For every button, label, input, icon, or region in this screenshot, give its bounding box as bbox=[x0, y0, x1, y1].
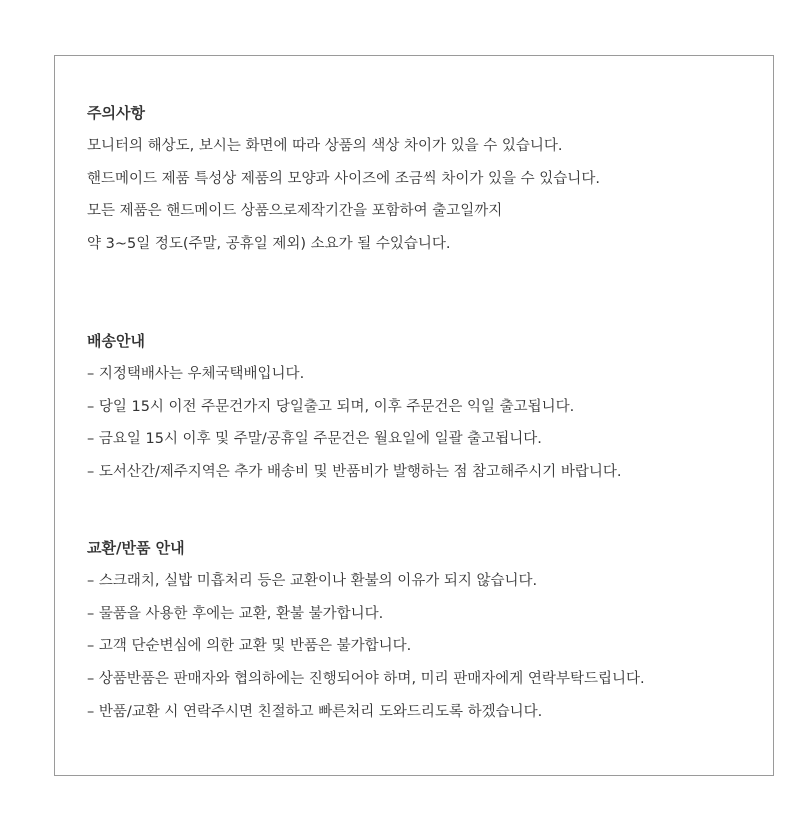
caution-line: 약 3~5일 정도(주말, 공휴일 제외) 소요가 될 수있습니다. bbox=[87, 236, 451, 253]
shipping-line: – 지정택배사는 우체국택배입니다. bbox=[87, 366, 305, 382]
exchange-return-section bbox=[87, 538, 757, 734]
exchange-return-line: – 스크래치, 실밥 미흡처리 등은 교환이나 환불의 이유가 되지 않습니다. bbox=[87, 573, 538, 589]
caution-section bbox=[87, 103, 757, 267]
shipping-line: – 금요일 15시 이후 및 주말/공휴일 주문건은 월요일에 일괄 출고됩니다. bbox=[87, 431, 542, 448]
exchange-return-line: – 물품을 사용한 후에는 교환, 환불 불가합니다. bbox=[87, 605, 384, 622]
shipping-title: 배송안내 bbox=[87, 332, 145, 350]
shipping-line: – 도서산간/제주지역은 추가 배송비 및 반품비가 발행하는 점 참고해주시기 바랍니다. bbox=[87, 464, 622, 481]
caution-title: 주의사항 bbox=[87, 104, 145, 122]
shipping-section bbox=[87, 331, 757, 495]
notice-box bbox=[54, 55, 774, 776]
caution-line: 핸드메이드 제품 특성상 제품의 모양과 사이즈에 조금씩 차이가 있을 수 있습니다. bbox=[87, 170, 600, 187]
exchange-return-line: – 상품반품은 판매자와 협의하에는 진행되어야 하며, 미리 판매자에게 연락부탁드립니다. bbox=[87, 671, 645, 688]
caution-line: 모니터의 해상도, 보시는 화면에 따라 상품의 색상 차이가 있을 수 있습니다. bbox=[87, 138, 563, 154]
exchange-return-line: – 고객 단순변심에 의한 교환 및 반품은 불가합니다. bbox=[87, 638, 412, 655]
shipping-line: – 당일 15시 이전 주문건가지 당일출고 되며, 이후 주문건은 익일 출고됩니다. bbox=[87, 398, 575, 415]
exchange-return-line: – 반품/교환 시 연락주시면 친절하고 빠른처리 도와드리도록 하겠습니다. bbox=[87, 703, 543, 720]
exchange-return-title: 교환/반품 안내 bbox=[87, 539, 185, 557]
caution-line: 모든 제품은 핸드메이드 상품으로제작기간을 포함하여 출고일까지 bbox=[87, 203, 503, 220]
